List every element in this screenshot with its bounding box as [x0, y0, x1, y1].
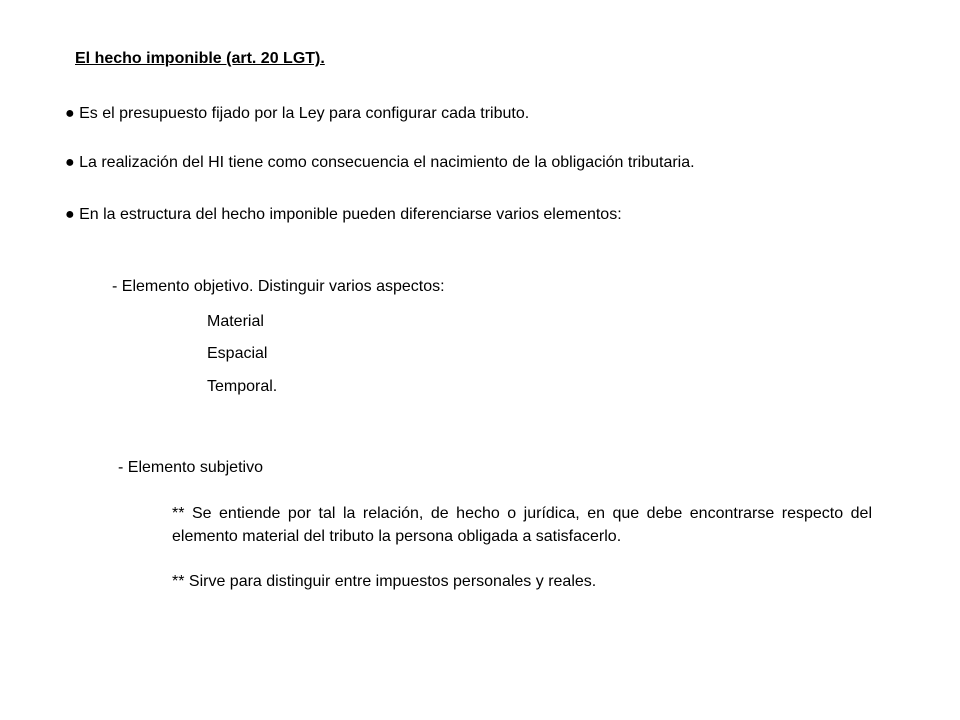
slide-title: El hecho imponible (art. 20 LGT). — [75, 50, 325, 67]
subjective-definition-paragraph: ** Se entiende por tal la relación, de hecho o jurídica, en que debe encontrarse respecto del elemento material del tributo la persona obligada a satisfacerlo. — [172, 505, 872, 545]
aspect-material: Material — [207, 313, 264, 330]
bullet-estructura: ● En la estructura del hecho imponible pueden diferenciarse varios elementos: — [65, 206, 622, 223]
aspect-espacial: Espacial — [207, 345, 268, 362]
bullet-realizacion: ● La realización del HI tiene como consecuencia el nacimiento de la obligación tributaria. — [65, 154, 695, 171]
aspect-temporal: Temporal. — [207, 378, 278, 395]
subjective-purpose-paragraph: ** Sirve para distinguir entre impuestos personales y reales. — [172, 573, 597, 590]
objective-element-heading: - Elemento objetivo. Distinguir varios aspectos: — [112, 278, 445, 295]
subjective-element-heading: - Elemento subjetivo — [118, 459, 263, 476]
bullet-presupuesto: ● Es el presupuesto fijado por la Ley para configurar cada tributo. — [65, 105, 530, 122]
